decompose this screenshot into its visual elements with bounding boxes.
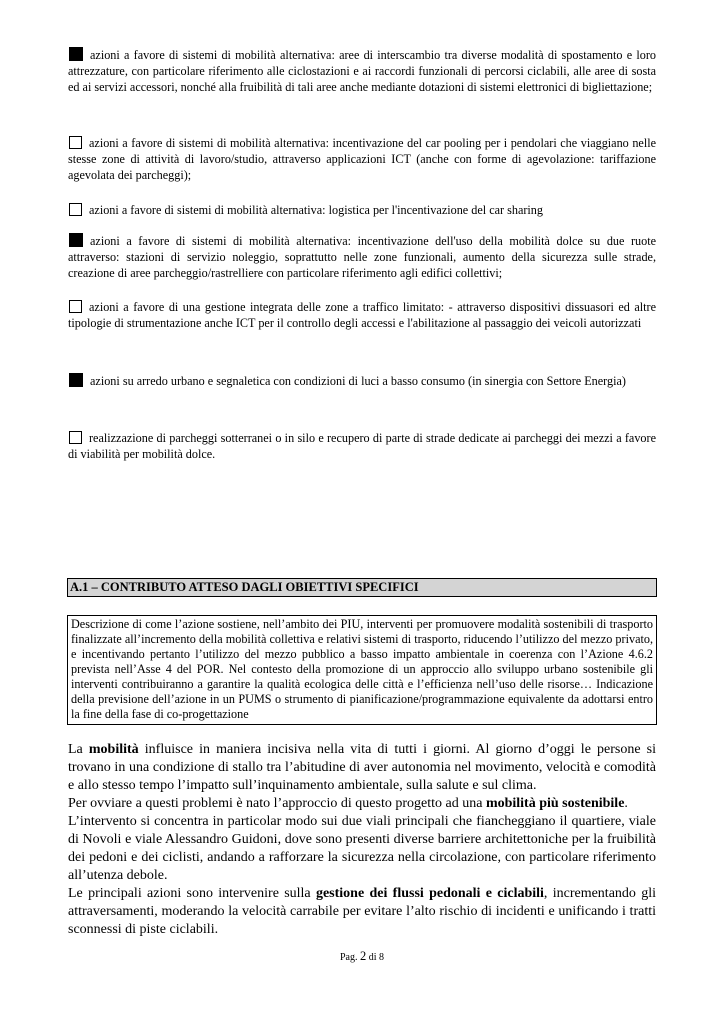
- checklist-item-interscambio: [68, 47, 656, 95]
- checklist-item-mobilita-dolce: [68, 233, 656, 281]
- body-paragraph: Per ovviare a questi problemi è nato l’approccio di questo progetto ad una mobilità più sostenibile.: [68, 796, 628, 811]
- page-number: 2: [359, 949, 367, 963]
- checklist-text: azioni a favore di sistemi di mobilità alternativa: incentivazione dell'uso della mobilità dolce su due ruote attraverso: stazioni di servizio noleggio, soprattutto nelle zone funzionali, aumento della sicurezza sulle strade, creazione di aree parcheggio/rastrelliere con particolare riferimento agli edifici collettivi;: [68, 234, 656, 280]
- body-paragraph: Le principali azioni sono intervenire sulla gestione dei flussi pedonali e ciclabili, incrementando gli attraversamenti, moderando la velocità carrabile per evitare l’alto rischio di incidenti e unificando i tratti sconnessi di piste ciclabili.: [68, 886, 656, 937]
- checked-checkbox-icon[interactable]: [69, 47, 83, 61]
- checklist-text: azioni su arredo urbano e segnaletica con condizioni di luci a basso consumo (in sinergia con Settore Energia): [90, 374, 626, 388]
- checklist-item-car-sharing: [68, 202, 656, 218]
- body-text: [68, 741, 656, 939]
- checked-checkbox-icon[interactable]: [69, 233, 83, 247]
- page-footer: [0, 949, 724, 964]
- checklist-text: azioni a favore di una gestione integrata delle zone a traffico limitato: - attraverso dispositivi dissuasori ed altre tipologie di strumentazione anche ICT per il controllo degli accessi e l'abilitazione al passaggio dei veicoli autorizzati: [68, 300, 656, 330]
- checklist-item-arredo-urbano: [68, 373, 656, 389]
- unchecked-checkbox-icon[interactable]: [69, 203, 82, 216]
- body-paragraph: La mobilità influisce in maniera incisiva nella vita di tutti i giorni. Al giorno d’oggi le persone si trovano in una condizione di stallo tra l’abitudine di aver autonomia nel movimento, velocità e comodità e allo stesso tempo l’impatto sull’inquinamento ambientale, sulla salute e sul clima.: [68, 742, 657, 793]
- section-title: A.1 – CONTRIBUTO ATTESO DAGLI OBIETTIVI SPECIFICI: [67, 578, 657, 597]
- page-total: di 8: [366, 952, 385, 963]
- checked-checkbox-icon[interactable]: [69, 373, 83, 387]
- page-label: Pag.: [339, 952, 360, 963]
- checklist-text: azioni a favore di sistemi di mobilità alternativa: logistica per l'incentivazione del car sharing: [89, 203, 543, 217]
- checklist-text: realizzazione di parcheggi sotterranei o in silo e recupero di parte di strade dedicate ai parcheggi dei mezzi a favore di viabilità per mobilità dolce.: [68, 431, 656, 461]
- checklist-text: azioni a favore di sistemi di mobilità alternativa: aree di interscambio tra diverse modalità di spostamento e loro attrezzature, con particolare riferimento alle ciclostazioni e ai raccordi funzionali di percorsi ciclabili, alle aree di sosta ed ai servizi accessori, nonché alla fruibilità di tali aree anche mediante dotazioni di sistemi elettronici di bigliettazione;: [68, 48, 656, 94]
- checklist-item-car-pooling: [68, 135, 656, 183]
- section-description-box: Descrizione di come l’azione sostiene, nell’ambito dei PIU, interventi per promuovere modalità sostenibili di trasporto finalizzate all’incremento della mobilità collettiva e relativi sistemi di trasporto, riducendo l’utilizzo del mezzo privato, e incentivando pertanto l’utilizzo del mezzo pubblico a basso impatto ambientale in coerenza con l’Azione 4.6.2 prevista nell’Asse 4 del POR. Nel contesto della promozione di un approccio allo sviluppo urbano sostenibile gli interventi contribuiranno a garantire la qualità ecologica delle città e l’efficienza nell’uso delle risorse… Indicazione della previsione dell’azione in un PUMS o strumento di pianificazione/programmazione equivalente da adottarsi entro la fine della fase di co-progettazione: [67, 615, 657, 725]
- unchecked-checkbox-icon[interactable]: [69, 136, 82, 149]
- checklist-item-ztl: [68, 299, 656, 331]
- unchecked-checkbox-icon[interactable]: [69, 300, 82, 313]
- unchecked-checkbox-icon[interactable]: [69, 431, 82, 444]
- checklist-text: azioni a favore di sistemi di mobilità alternativa: incentivazione del car pooling per i pendolari che viaggiano nelle stesse zone di attività di lavoro/studio, attraverso applicazioni ICT (anche con forme di agevolazione: tariffazione agevolata dei parcheggi);: [68, 136, 656, 182]
- checklist-item-parcheggi: [68, 430, 656, 462]
- body-paragraph: L’intervento si concentra in particolar modo sui due viali principali che fiancheggiano il quartiere, viale di Novoli e viale Alessandro Guidoni, dove sono presenti diverse barriere architettoniche per la fruibilità dei pedoni e dei ciclisti, andando a rafforzare la sicurezza nella circolazione, con particolare riferimento all’utenza debole.: [68, 814, 656, 883]
